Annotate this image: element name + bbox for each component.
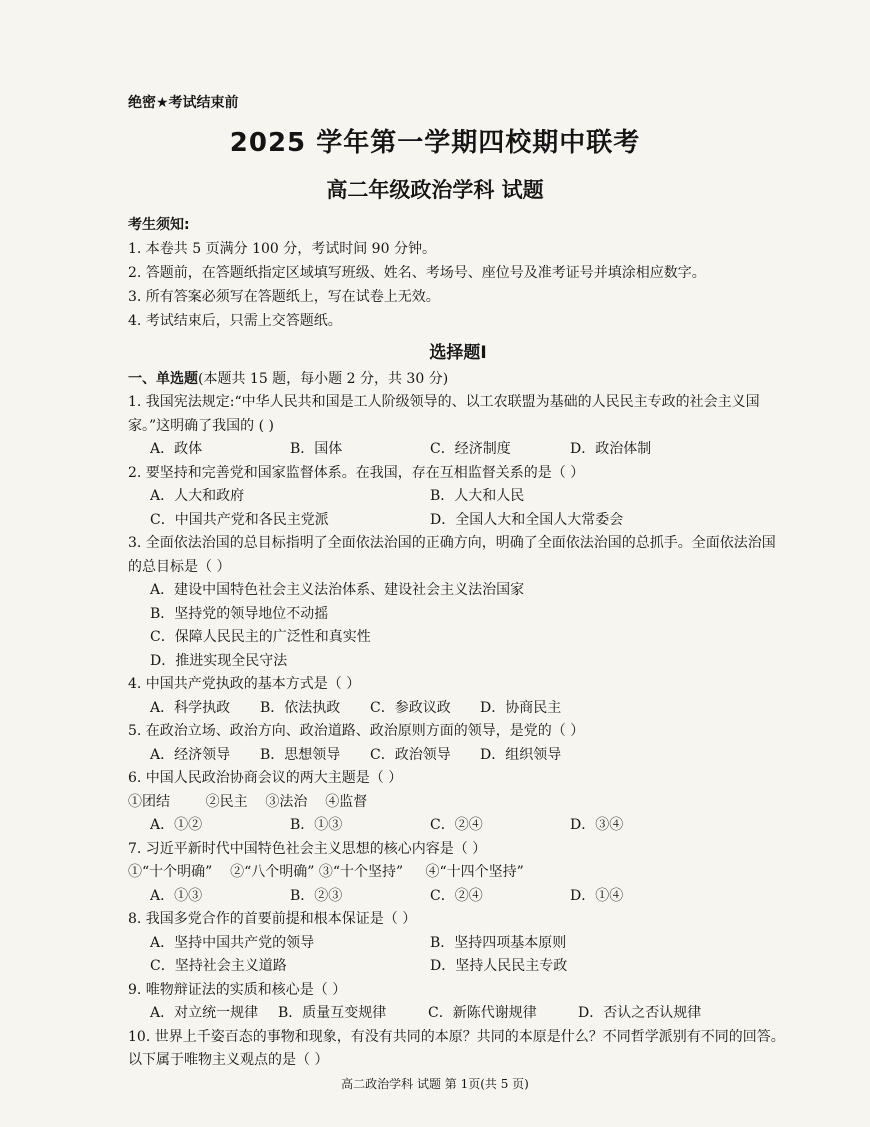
question-6: [128, 767, 788, 838]
options: [128, 509, 788, 533]
option-d: D．组织领导: [480, 746, 562, 763]
part-note: (本题共 15 题，每小题 2 分，共 30 分): [198, 371, 449, 387]
question-stem: 2. 要坚持和完善党和国家监督体系。在我国，存在互相监督关系的是（ ）: [128, 464, 585, 481]
options: [128, 744, 788, 768]
option-c: C．②④: [430, 887, 483, 904]
question-stem: 4. 中国共产党执政的基本方式是（ ）: [128, 676, 361, 692]
notice-item: 2. 答题前，在答题纸指定区域填写班级、姓名、考场号、座位号及准考证号并填涂相应数字。: [128, 265, 706, 281]
option-a: A．建设中国特色社会主义法治体系、建设社会主义法治国家: [150, 582, 525, 598]
section-title: 选择题Ⅰ: [429, 343, 487, 363]
part-label: 一、单选题: [128, 371, 198, 387]
options: [128, 955, 788, 979]
option-d: D．全国人大和全国人大常委会: [430, 511, 624, 528]
question-10: [128, 1026, 788, 1073]
question-stem: 8. 我国多党合作的首要前提和根本保证是（ ）: [128, 911, 417, 927]
question-9: [128, 979, 788, 1026]
option-b: B．坚持党的领导地位不动摇: [150, 605, 329, 622]
option-c: C．②④: [430, 817, 483, 833]
option-a: A．科学执政: [150, 699, 231, 716]
option-a: A．人大和政府: [150, 488, 245, 504]
option-b: B．人大和人民: [430, 488, 525, 504]
question-7: [128, 838, 788, 909]
question-stem: 1. 我国宪法规定:“中华人民共和国是工人阶级领导的、以工农联盟为基础的人民民主专政的社会主义国家。”这明确了我国的 ( ): [128, 394, 760, 434]
option-d: D．推进实现全民守法: [150, 652, 288, 669]
notice-heading: 考生须知:: [128, 217, 190, 233]
question-stem: 9. 唯物辩证法的实质和核心是（ ）: [128, 981, 347, 998]
options: [128, 438, 788, 462]
question-stem: 10. 世界上千姿百态的事物和现象，有没有共同的本原？共同的本原是什么？不同哲学派别有不同的回答。以下属于唯物主义观点的是（ ）: [128, 1028, 785, 1068]
exam-title: 2025 学年第一学期四校期中联考: [229, 128, 641, 158]
notice-item: 4. 考试结束后，只需上交答题纸。: [128, 313, 342, 329]
part-heading: [128, 367, 788, 391]
options: [128, 932, 788, 956]
option-c: C．坚持社会主义道路: [150, 958, 287, 974]
options: [128, 1002, 788, 1026]
option-c: C．中国共产党和各民主党派: [150, 511, 329, 528]
option-c: C．新陈代谢规律: [428, 1005, 537, 1021]
content-block: [128, 213, 788, 1073]
confidential-label: 绝密★考试结束前: [128, 95, 239, 111]
option-d: D．③④: [570, 817, 624, 833]
option-c: C．保障人民民主的广泛性和真实性: [150, 629, 371, 645]
exam-subtitle: 高二年级政治学科 试题: [326, 178, 544, 202]
option-b: B．国体: [290, 441, 343, 457]
option-b: B．②③: [290, 887, 343, 904]
option-d: D．否认之否认规律: [578, 1005, 702, 1021]
question-stem: 7. 习近平新时代中国特色社会主义思想的核心内容是（ ）: [128, 840, 487, 857]
option-b: B．坚持四项基本原则: [430, 934, 567, 951]
question-items: ①团结 ②民主 ③法治 ④监督: [128, 793, 368, 810]
option-c: C．政治领导: [370, 746, 451, 763]
question-items: ①“十个明确” ②“八个明确” ③“十个坚持” ④“十四个坚持”: [128, 864, 524, 880]
option-d: D．坚持人民民主专政: [430, 958, 568, 974]
options: [128, 885, 788, 909]
option-b: B．质量互变规律: [278, 1005, 387, 1021]
question-4: [128, 673, 788, 720]
option-a: A．政体: [150, 441, 203, 457]
option-b: B．依法执政: [260, 699, 341, 716]
option-a: A．对立统一规律: [150, 1005, 259, 1021]
option-a: A．①②: [150, 817, 203, 833]
option-d: D．协商民主: [480, 699, 562, 716]
question-1: [128, 391, 788, 462]
option-a: A．坚持中国共产党的领导: [150, 934, 315, 951]
question-stem: 5. 在政治立场、政治方向、政治道路、政治原则方面的领导，是党的（ ）: [128, 723, 585, 739]
notice-item: 1. 本卷共 5 页满分 100 分，考试时间 90 分钟。: [128, 241, 436, 257]
options: [128, 814, 788, 838]
question-8: [128, 908, 788, 979]
question-5: [128, 720, 788, 767]
option-d: D．政治体制: [570, 441, 652, 457]
option-d: D．①④: [570, 887, 624, 904]
question-3: [128, 532, 788, 673]
option-a: A．经济领导: [150, 746, 231, 763]
options: [128, 697, 788, 721]
page-footer: 高二政治学科 试题 第 1页(共 5 页): [341, 1077, 529, 1091]
option-a: A．①③: [150, 887, 203, 904]
option-c: C．经济制度: [430, 441, 511, 457]
notice-item: 3. 所有答案必须写在答题纸上，写在试卷上无效。: [128, 289, 440, 305]
question-stem: 3. 全面依法治国的总目标指明了全面依法治国的正确方向，明确了全面依法治国的总抓手。全面依法治国的总目标是（ ）: [128, 535, 776, 575]
question-2: [128, 462, 788, 533]
option-c: C．参政议政: [370, 699, 451, 716]
options: [128, 485, 788, 509]
question-stem: 6. 中国人民政治协商会议的两大主题是（ ）: [128, 770, 403, 786]
option-b: B．①③: [290, 817, 343, 833]
option-b: B．思想领导: [260, 746, 341, 763]
